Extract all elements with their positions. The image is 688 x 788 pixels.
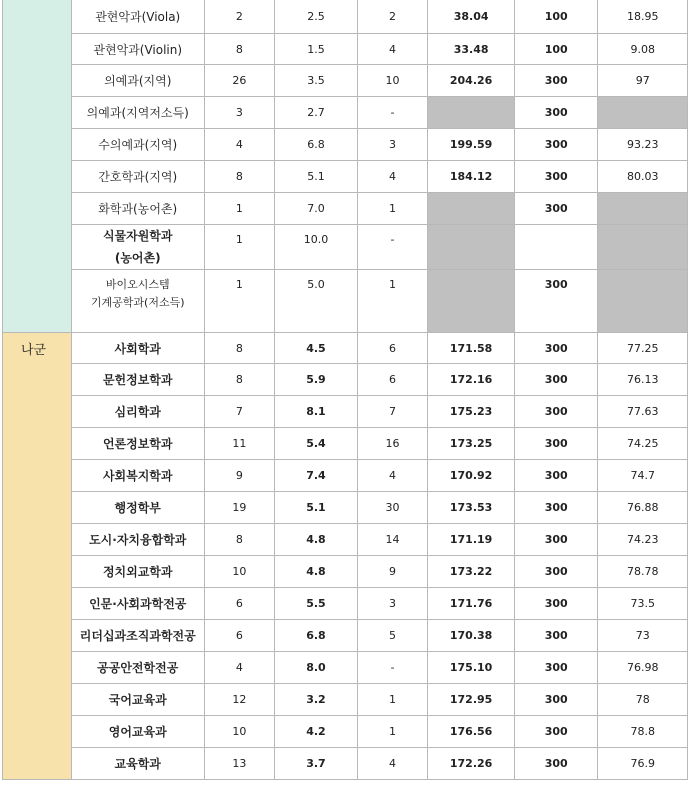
- col-b-cell: 6.8: [275, 129, 358, 161]
- table-row: [3, 97, 688, 129]
- col-f-cell: 77.63: [598, 396, 688, 428]
- col-f-cell: 80.03: [598, 161, 688, 193]
- col-e-cell: 300: [514, 652, 598, 684]
- col-c-cell: 6: [357, 364, 428, 396]
- department-name: [71, 556, 204, 588]
- table-row: [3, 396, 688, 428]
- department-name-line: 리더십과조직과학전공: [79, 629, 196, 643]
- table-row: [3, 556, 688, 588]
- col-b-cell: 4.2: [275, 716, 358, 748]
- col-b-cell: 5.5: [275, 588, 358, 620]
- department-name-line: 바이오시스템: [105, 278, 170, 291]
- col-a-cell: 6: [204, 620, 275, 652]
- col-b-cell: 2.5: [275, 0, 358, 34]
- col-f-cell: 9.08: [598, 34, 688, 65]
- table-row: [3, 652, 688, 684]
- department-name-line: 행정학부: [114, 501, 161, 515]
- col-d-cell: 172.95: [428, 684, 515, 716]
- col-c-cell: 14: [357, 524, 428, 556]
- col-e-cell: 300: [514, 97, 598, 129]
- col-a-cell: 19: [204, 492, 275, 524]
- department-name: [71, 364, 204, 396]
- col-b-cell: 8.1: [275, 396, 358, 428]
- col-a-cell: 10: [204, 556, 275, 588]
- col-e-cell: 300: [514, 620, 598, 652]
- col-b-cell: 6.8: [275, 620, 358, 652]
- col-b-cell: 4.8: [275, 556, 358, 588]
- col-d-cell: 38.04: [428, 0, 515, 34]
- col-d-cell: 173.53: [428, 492, 515, 524]
- table-row: [3, 193, 688, 225]
- col-e-cell: 300: [514, 129, 598, 161]
- col-a-cell: 8: [204, 34, 275, 65]
- department-name: [71, 684, 204, 716]
- col-a-cell: 8: [204, 161, 275, 193]
- col-f-cell: 78.78: [598, 556, 688, 588]
- col-e-cell: [514, 225, 598, 270]
- col-f-cell: 76.9: [598, 748, 688, 780]
- department-name: [71, 161, 204, 193]
- col-f-cell: 74.25: [598, 428, 688, 460]
- col-a-cell: 8: [204, 524, 275, 556]
- department-name-line: 심리학과: [114, 405, 161, 419]
- department-name: [71, 0, 204, 34]
- col-a-cell: 1: [204, 225, 275, 270]
- department-name: [71, 129, 204, 161]
- col-c-cell: 1: [357, 716, 428, 748]
- table-row: [3, 748, 688, 780]
- department-name-line: 화학과(농어촌): [98, 202, 178, 216]
- col-e-cell: 100: [514, 0, 598, 34]
- col-c-cell: -: [357, 97, 428, 129]
- col-c-cell: -: [357, 225, 428, 270]
- table-row: [3, 364, 688, 396]
- table-row: [3, 225, 688, 270]
- col-e-cell: 300: [514, 492, 598, 524]
- department-name: [71, 588, 204, 620]
- col-c-cell: 9: [357, 556, 428, 588]
- col-c-cell: 4: [357, 748, 428, 780]
- col-b-cell: 7.0: [275, 193, 358, 225]
- col-d-cell: 171.19: [428, 524, 515, 556]
- col-e-cell: 300: [514, 396, 598, 428]
- col-e-cell: 300: [514, 161, 598, 193]
- col-b-cell: 3.7: [275, 748, 358, 780]
- table-row: [3, 333, 688, 364]
- col-d-cell: [428, 270, 515, 333]
- table-row: [3, 270, 688, 333]
- department-name-line: 언론정보학과: [102, 437, 173, 451]
- col-f-cell: 93.23: [598, 129, 688, 161]
- col-d-cell: 172.16: [428, 364, 515, 396]
- col-e-cell: 300: [514, 65, 598, 97]
- table-row: [3, 0, 688, 34]
- col-c-cell: 6: [357, 333, 428, 364]
- col-b-cell: 2.7: [275, 97, 358, 129]
- table-row: [3, 129, 688, 161]
- table-row: [3, 492, 688, 524]
- col-d-cell: 176.56: [428, 716, 515, 748]
- department-name: [71, 225, 204, 270]
- col-e-cell: 300: [514, 364, 598, 396]
- col-d-cell: [428, 97, 515, 129]
- col-f-cell: 76.88: [598, 492, 688, 524]
- col-a-cell: 13: [204, 748, 275, 780]
- col-f-cell: 74.7: [598, 460, 688, 492]
- col-a-cell: 26: [204, 65, 275, 97]
- col-c-cell: 1: [357, 270, 428, 333]
- department-name: [71, 396, 204, 428]
- col-a-cell: 12: [204, 684, 275, 716]
- department-name: [71, 524, 204, 556]
- department-name-line: 수의예과(지역): [98, 138, 178, 152]
- col-d-cell: 33.48: [428, 34, 515, 65]
- col-d-cell: 170.38: [428, 620, 515, 652]
- table-row: [3, 65, 688, 97]
- department-name-line: 인문·사회과학전공: [89, 597, 187, 611]
- col-f-cell: 77.25: [598, 333, 688, 364]
- department-name-line: 관현악과(Violin): [93, 42, 183, 57]
- col-b-cell: 5.1: [275, 492, 358, 524]
- department-name-line: 의예과(지역): [104, 74, 172, 88]
- department-name: [71, 716, 204, 748]
- col-b-cell: 5.9: [275, 364, 358, 396]
- col-a-cell: 8: [204, 333, 275, 364]
- col-b-cell: 10.0: [275, 225, 358, 270]
- col-b-cell: 5.1: [275, 161, 358, 193]
- col-d-cell: 172.26: [428, 748, 515, 780]
- department-name-line: 정치외교학과: [102, 565, 173, 579]
- col-e-cell: 300: [514, 270, 598, 333]
- department-name-line: (농어촌): [114, 251, 161, 265]
- department-name-line: 사회학과: [114, 341, 161, 356]
- col-d-cell: 175.10: [428, 652, 515, 684]
- table-row: [3, 524, 688, 556]
- department-name: [71, 193, 204, 225]
- col-e-cell: 300: [514, 193, 598, 225]
- department-name: [71, 270, 204, 333]
- department-name-line: 간호학과(지역): [98, 170, 178, 184]
- col-f-cell: [598, 193, 688, 225]
- department-name: [71, 65, 204, 97]
- col-d-cell: [428, 225, 515, 270]
- col-e-cell: 300: [514, 460, 598, 492]
- col-a-cell: 1: [204, 193, 275, 225]
- department-name-line: 공공안전학전공: [97, 661, 179, 675]
- department-name: [71, 748, 204, 780]
- group-cell: [3, 0, 72, 333]
- col-f-cell: [598, 225, 688, 270]
- col-e-cell: 300: [514, 333, 598, 364]
- col-c-cell: -: [357, 652, 428, 684]
- col-b-cell: 1.5: [275, 34, 358, 65]
- admissions-table: [2, 0, 688, 780]
- col-d-cell: 175.23: [428, 396, 515, 428]
- table-row: [3, 161, 688, 193]
- col-c-cell: 1: [357, 193, 428, 225]
- table-row: [3, 428, 688, 460]
- col-c-cell: 3: [357, 588, 428, 620]
- col-a-cell: 11: [204, 428, 275, 460]
- col-f-cell: 97: [598, 65, 688, 97]
- table-row: [3, 588, 688, 620]
- department-name-line: 의예과(지역저소득): [86, 106, 189, 120]
- col-f-cell: 74.23: [598, 524, 688, 556]
- col-e-cell: 300: [514, 684, 598, 716]
- col-b-cell: 5.4: [275, 428, 358, 460]
- col-c-cell: 16: [357, 428, 428, 460]
- col-f-cell: 76.98: [598, 652, 688, 684]
- col-f-cell: 78: [598, 684, 688, 716]
- col-c-cell: 4: [357, 460, 428, 492]
- col-b-cell: 5.0: [275, 270, 358, 333]
- col-b-cell: 3.2: [275, 684, 358, 716]
- col-d-cell: [428, 193, 515, 225]
- col-d-cell: 171.58: [428, 333, 515, 364]
- table-row: [3, 620, 688, 652]
- department-name: [71, 492, 204, 524]
- col-d-cell: 170.92: [428, 460, 515, 492]
- col-d-cell: 173.25: [428, 428, 515, 460]
- col-e-cell: 300: [514, 748, 598, 780]
- col-f-cell: 78.8: [598, 716, 688, 748]
- col-f-cell: [598, 270, 688, 333]
- department-name-line: 도시·자치융합학과: [89, 533, 187, 547]
- col-a-cell: 4: [204, 129, 275, 161]
- group-cell: 나군: [3, 333, 72, 780]
- col-d-cell: 173.22: [428, 556, 515, 588]
- col-b-cell: 8.0: [275, 652, 358, 684]
- col-e-cell: 300: [514, 556, 598, 588]
- col-c-cell: 3: [357, 129, 428, 161]
- col-c-cell: 5: [357, 620, 428, 652]
- col-a-cell: 2: [204, 0, 275, 34]
- col-c-cell: 2: [357, 0, 428, 34]
- department-name: [71, 652, 204, 684]
- department-name-line: 식물자원학과: [102, 229, 173, 243]
- col-b-cell: 4.8: [275, 524, 358, 556]
- col-a-cell: 9: [204, 460, 275, 492]
- col-d-cell: 184.12: [428, 161, 515, 193]
- table-row: [3, 460, 688, 492]
- col-e-cell: 300: [514, 588, 598, 620]
- col-a-cell: 7: [204, 396, 275, 428]
- table-row: [3, 684, 688, 716]
- col-c-cell: 10: [357, 65, 428, 97]
- department-name-line: 교육학과: [114, 757, 161, 771]
- col-e-cell: 300: [514, 428, 598, 460]
- department-name: [71, 34, 204, 65]
- table-row: [3, 716, 688, 748]
- col-c-cell: 7: [357, 396, 428, 428]
- col-f-cell: 18.95: [598, 0, 688, 34]
- col-c-cell: 4: [357, 161, 428, 193]
- col-d-cell: 204.26: [428, 65, 515, 97]
- col-c-cell: 1: [357, 684, 428, 716]
- department-name: [71, 97, 204, 129]
- col-f-cell: 73.5: [598, 588, 688, 620]
- col-a-cell: 1: [204, 270, 275, 333]
- department-name: [71, 620, 204, 652]
- table-row: [3, 34, 688, 65]
- col-d-cell: 171.76: [428, 588, 515, 620]
- department-name-line: 관현악과(Viola): [95, 10, 181, 24]
- col-b-cell: 4.5: [275, 333, 358, 364]
- col-a-cell: 6: [204, 588, 275, 620]
- col-e-cell: 300: [514, 716, 598, 748]
- col-e-cell: 100: [514, 34, 598, 65]
- col-c-cell: 4: [357, 34, 428, 65]
- col-a-cell: 4: [204, 652, 275, 684]
- department-name-line: 영어교육과: [108, 725, 167, 739]
- department-name-line: 국어교육과: [108, 693, 167, 707]
- col-f-cell: 73: [598, 620, 688, 652]
- col-b-cell: 7.4: [275, 460, 358, 492]
- col-e-cell: 300: [514, 524, 598, 556]
- department-name: [71, 333, 204, 364]
- col-b-cell: 3.5: [275, 65, 358, 97]
- col-f-cell: 76.13: [598, 364, 688, 396]
- col-a-cell: 8: [204, 364, 275, 396]
- department-name-line: 기계공학과(저소득): [90, 296, 185, 309]
- col-c-cell: 30: [357, 492, 428, 524]
- col-a-cell: 3: [204, 97, 275, 129]
- department-name: [71, 428, 204, 460]
- col-d-cell: 199.59: [428, 129, 515, 161]
- department-name-line: 문헌정보학과: [102, 373, 173, 387]
- department-name: [71, 460, 204, 492]
- col-a-cell: 10: [204, 716, 275, 748]
- department-name-line: 사회복지학과: [102, 469, 173, 483]
- col-f-cell: [598, 97, 688, 129]
